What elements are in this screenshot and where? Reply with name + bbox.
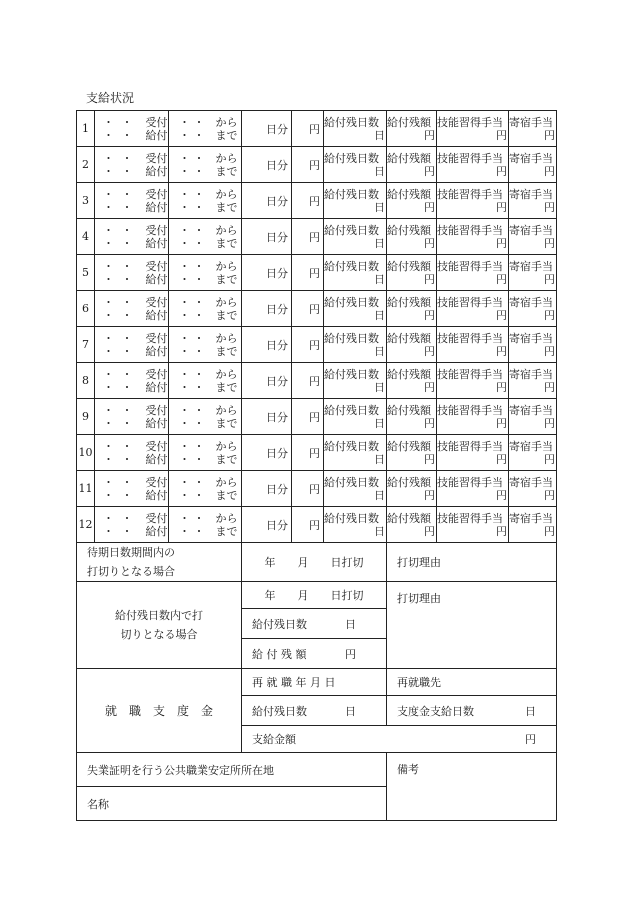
remaining-amount-cell: 給付残額 円 — [387, 435, 437, 471]
row-number: 1 — [77, 111, 95, 147]
remaining-days-cell: 給付残日数 日 — [324, 399, 387, 435]
days-cell: 日分 — [242, 219, 292, 255]
remaining-amount-cell: 給付残額 円 — [387, 147, 437, 183]
receipt-date-cell: ・ ・ 受付 ・ ・ 給付 — [95, 471, 169, 507]
payment-row — [77, 255, 557, 291]
shushoku-label: 就 職 支 度 金 — [77, 669, 242, 753]
payment-row — [77, 219, 557, 255]
row-number: 9 — [77, 399, 95, 435]
amount-cell: 円 — [292, 255, 324, 291]
payment-amount-cell: 支給金額 円 — [242, 726, 557, 753]
lodging-allowance-cell: 寄宿手当 円 — [509, 471, 557, 507]
period-cell: ・ ・ から ・ ・ まで — [169, 471, 242, 507]
skill-allowance-cell: 技能習得手当 円 — [437, 507, 509, 543]
period-cell: ・ ・ から ・ ・ まで — [169, 183, 242, 219]
receipt-date-cell: ・ ・ 受付 ・ ・ 給付 — [95, 363, 169, 399]
amount-cell: 円 — [292, 435, 324, 471]
skill-allowance-cell: 技能習得手当 円 — [437, 183, 509, 219]
zan-reason: 打切理由 — [387, 582, 557, 669]
row-number: 11 — [77, 471, 95, 507]
remaining-amount-cell: 給付残額 円 — [387, 327, 437, 363]
payment-row — [77, 111, 557, 147]
lodging-allowance-cell: 寄宿手当 円 — [509, 111, 557, 147]
remaining-days-cell: 給付残日数 日 — [324, 363, 387, 399]
office-location-label: 失業証明を行う公共職業安定所所在地 — [77, 753, 387, 787]
period-cell: ・ ・ から ・ ・ まで — [169, 291, 242, 327]
amount-cell: 円 — [292, 147, 324, 183]
period-cell: ・ ・ から ・ ・ まで — [169, 435, 242, 471]
reemployment-date: 再 就 職 年 月 日 — [242, 669, 387, 696]
skill-allowance-cell: 技能習得手当 円 — [437, 147, 509, 183]
skill-allowance-cell: 技能習得手当 円 — [437, 363, 509, 399]
remaining-amount-cell: 給付残額 円 — [387, 363, 437, 399]
period-cell: ・ ・ から ・ ・ まで — [169, 507, 242, 543]
remaining-days-cell: 給付残日数 日 — [324, 435, 387, 471]
zan-label: 給付残日数内で打 切りとなる場合 — [77, 582, 242, 669]
amount-cell: 円 — [292, 471, 324, 507]
days-cell: 日分 — [242, 399, 292, 435]
benefit-payment-table — [76, 110, 557, 821]
row-number: 8 — [77, 363, 95, 399]
lodging-allowance-cell: 寄宿手当 円 — [509, 147, 557, 183]
amount-cell: 円 — [292, 507, 324, 543]
payment-row — [77, 183, 557, 219]
days-cell: 日分 — [242, 327, 292, 363]
days-cell: 日分 — [242, 147, 292, 183]
section-title: 支給状況 — [86, 91, 135, 105]
amount-cell: 円 — [292, 219, 324, 255]
payment-row — [77, 507, 557, 543]
receipt-date-cell: ・ ・ 受付 ・ ・ 給付 — [95, 147, 169, 183]
amount-cell: 円 — [292, 327, 324, 363]
remaining-amount-cell: 給付残額 円 — [387, 111, 437, 147]
lodging-allowance-cell: 寄宿手当 円 — [509, 219, 557, 255]
lodging-allowance-cell: 寄宿手当 円 — [509, 327, 557, 363]
receipt-date-cell: ・ ・ 受付 ・ ・ 給付 — [95, 291, 169, 327]
period-cell: ・ ・ から ・ ・ まで — [169, 219, 242, 255]
row-number: 7 — [77, 327, 95, 363]
skill-allowance-cell: 技能習得手当 円 — [437, 219, 509, 255]
row-number: 12 — [77, 507, 95, 543]
days-cell: 日分 — [242, 291, 292, 327]
reemployment-employer: 再就職先 — [387, 669, 557, 696]
receipt-date-cell: ・ ・ 受付 ・ ・ 給付 — [95, 219, 169, 255]
zan-date: 年 月 日打切 — [242, 582, 387, 609]
skill-allowance-cell: 技能習得手当 円 — [437, 291, 509, 327]
row-number: 3 — [77, 183, 95, 219]
row-number: 6 — [77, 291, 95, 327]
period-cell: ・ ・ から ・ ・ まで — [169, 255, 242, 291]
amount-cell: 円 — [292, 363, 324, 399]
lodging-allowance-cell: 寄宿手当 円 — [509, 399, 557, 435]
taiki-reason: 打切理由 — [387, 543, 557, 582]
amount-cell: 円 — [292, 111, 324, 147]
payment-row — [77, 471, 557, 507]
period-cell: ・ ・ から ・ ・ まで — [169, 111, 242, 147]
lodging-allowance-cell: 寄宿手当 円 — [509, 291, 557, 327]
period-cell: ・ ・ から ・ ・ まで — [169, 399, 242, 435]
amount-cell: 円 — [292, 399, 324, 435]
days-cell: 日分 — [242, 255, 292, 291]
skill-allowance-cell: 技能習得手当 円 — [437, 327, 509, 363]
amount-cell: 円 — [292, 183, 324, 219]
days-cell: 日分 — [242, 183, 292, 219]
remaining-amount-cell: 給付残額 円 — [387, 183, 437, 219]
remaining-days-cell: 給付残日数 日 — [324, 471, 387, 507]
row-number: 10 — [77, 435, 95, 471]
taiki-date: 年 月 日打切 — [242, 543, 387, 582]
receipt-date-cell: ・ ・ 受付 ・ ・ 給付 — [95, 507, 169, 543]
receipt-date-cell: ・ ・ 受付 ・ ・ 給付 — [95, 327, 169, 363]
lodging-allowance-cell: 寄宿手当 円 — [509, 363, 557, 399]
period-cell: ・ ・ から ・ ・ まで — [169, 327, 242, 363]
taiki-label: 待期日数期間内の 打切りとなる場合 — [77, 543, 242, 582]
zan-amount-cell: 給 付 残 額 円 — [242, 639, 387, 669]
remaining-days-cell: 給付残日数 日 — [324, 183, 387, 219]
period-cell: ・ ・ から ・ ・ まで — [169, 363, 242, 399]
remaining-amount-cell: 給付残額 円 — [387, 399, 437, 435]
remaining-days-cell: 給付残日数 日 — [324, 291, 387, 327]
receipt-date-cell: ・ ・ 受付 ・ ・ 給付 — [95, 435, 169, 471]
remaining-amount-cell: 給付残額 円 — [387, 219, 437, 255]
skill-allowance-cell: 技能習得手当 円 — [437, 399, 509, 435]
skill-allowance-cell: 技能習得手当 円 — [437, 111, 509, 147]
shitakukin-days-cell: 支度金支給日数 日 — [387, 696, 557, 726]
payment-row — [77, 399, 557, 435]
skill-allowance-cell: 技能習得手当 円 — [437, 435, 509, 471]
payment-row — [77, 147, 557, 183]
lodging-allowance-cell: 寄宿手当 円 — [509, 507, 557, 543]
lodging-allowance-cell: 寄宿手当 円 — [509, 435, 557, 471]
remarks-cell: 備考 — [387, 753, 557, 821]
remaining-amount-cell: 給付残額 円 — [387, 507, 437, 543]
remaining-days-cell: 給付残日数 日 — [324, 255, 387, 291]
remaining-days-cell: 給付残日数 日 — [324, 327, 387, 363]
lodging-allowance-cell: 寄宿手当 円 — [509, 183, 557, 219]
skill-allowance-cell: 技能習得手当 円 — [437, 471, 509, 507]
row-number: 2 — [77, 147, 95, 183]
row-number: 4 — [77, 219, 95, 255]
skill-allowance-cell: 技能習得手当 円 — [437, 255, 509, 291]
office-name-label: 名称 — [77, 787, 387, 821]
days-cell: 日分 — [242, 507, 292, 543]
receipt-date-cell: ・ ・ 受付 ・ ・ 給付 — [95, 255, 169, 291]
amount-cell: 円 — [292, 291, 324, 327]
row-number: 5 — [77, 255, 95, 291]
days-cell: 日分 — [242, 435, 292, 471]
payment-row — [77, 435, 557, 471]
days-cell: 日分 — [242, 111, 292, 147]
lodging-allowance-cell: 寄宿手当 円 — [509, 255, 557, 291]
remaining-days-cell: 給付残日数 日 — [324, 147, 387, 183]
payment-row — [77, 291, 557, 327]
receipt-date-cell: ・ ・ 受付 ・ ・ 給付 — [95, 399, 169, 435]
receipt-date-cell: ・ ・ 受付 ・ ・ 給付 — [95, 183, 169, 219]
zan-days-cell: 給付残日数 日 — [242, 609, 387, 639]
remaining-amount-cell: 給付残額 円 — [387, 255, 437, 291]
payment-row — [77, 327, 557, 363]
remaining-amount-cell: 給付残額 円 — [387, 471, 437, 507]
payment-row — [77, 363, 557, 399]
remaining-days-cell: 給付残日数 日 — [324, 507, 387, 543]
days-cell: 日分 — [242, 471, 292, 507]
remaining-amount-cell: 給付残額 円 — [387, 291, 437, 327]
shushoku-days-cell: 給付残日数 日 — [242, 696, 387, 726]
receipt-date-cell: ・ ・ 受付 ・ ・ 給付 — [95, 111, 169, 147]
remaining-days-cell: 給付残日数 日 — [324, 219, 387, 255]
days-cell: 日分 — [242, 363, 292, 399]
period-cell: ・ ・ から ・ ・ まで — [169, 147, 242, 183]
remaining-days-cell: 給付残日数 日 — [324, 111, 387, 147]
